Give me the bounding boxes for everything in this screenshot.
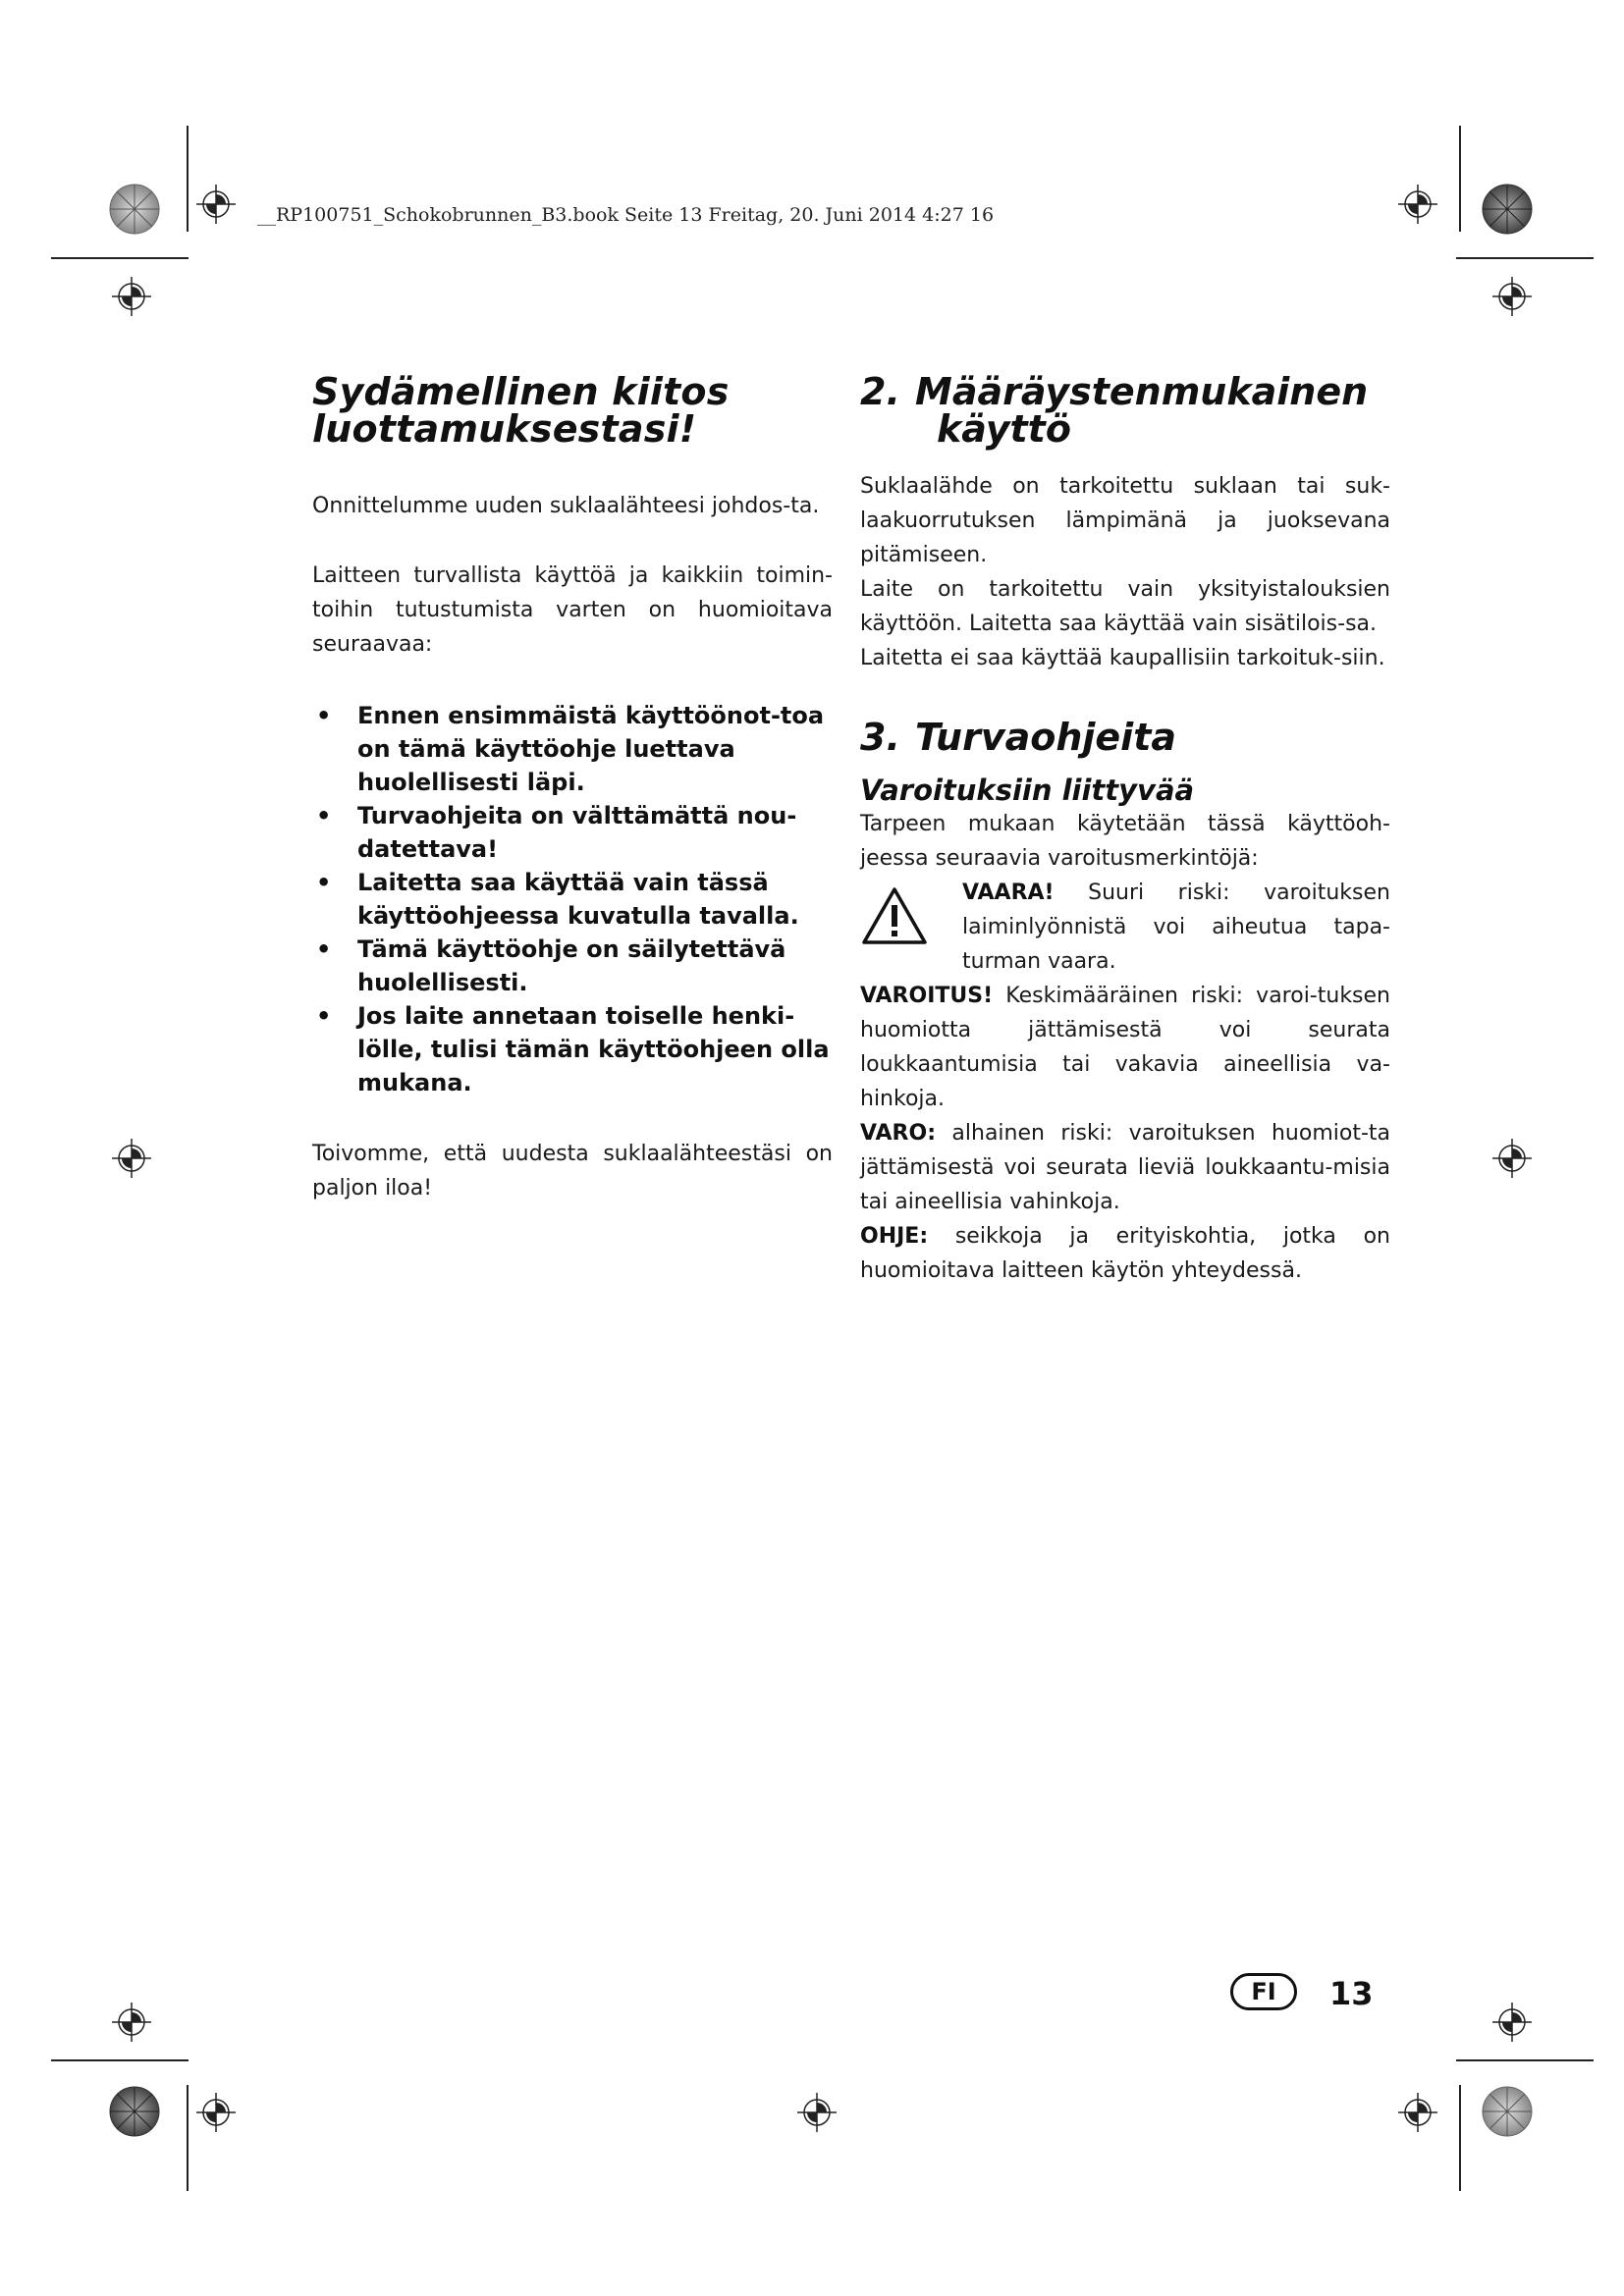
subsection-heading: Varoituksiin liittyvää	[860, 774, 1195, 807]
registration-mark-icon	[797, 2093, 837, 2132]
registration-mark-icon	[112, 2002, 151, 2042]
list-item: • Turvaohjeita on välttämättä nou-datettava!	[312, 799, 833, 866]
registration-mark-icon	[1492, 2002, 1532, 2042]
title-line-2: luottamuksestasi!	[312, 407, 697, 451]
section-number: 3.	[860, 716, 900, 759]
list-item: • Ennen ensimmäistä käyttöönot-toa on tämä käyttöohje luettava huolellisesti läpi.	[312, 699, 833, 799]
caution-label: VARO:	[860, 1121, 936, 1146]
registration-mark-icon	[1398, 2093, 1437, 2132]
section-number: 2.	[860, 370, 900, 413]
intro-paragraph: Onnittelumme uuden suklaalähteesi johdos-ta.	[312, 494, 820, 518]
warning-label: VAROITUS!	[860, 984, 994, 1008]
registration-mark-icon	[1398, 185, 1437, 224]
color-rosette-icon	[1481, 2085, 1534, 2138]
color-rosette-icon	[1481, 183, 1534, 236]
language-badge: FI	[1230, 1973, 1297, 2010]
instruction-list	[312, 699, 833, 1099]
list-item: • Laitetta saa käyttää vain tässä käyttöohjeessa kuvatulla tavalla.	[312, 866, 833, 933]
registration-mark-icon	[112, 1139, 151, 1178]
page-number: 13	[1329, 1975, 1374, 2012]
right-column	[860, 370, 1390, 1288]
color-rosette-icon	[108, 2085, 161, 2138]
closing-paragraph: Toivomme, että uudesta suklaalähteestäsi on paljon iloa!	[312, 1142, 833, 1201]
section-title-line-1: Määräystenmukainen	[915, 370, 1369, 413]
hint-text: seikkoja ja erityiskohtia, jotka on huomioitava laitteen käytön yhteydessä.	[860, 1224, 1390, 1283]
warning-note	[860, 979, 1390, 1116]
registration-mark-icon	[196, 2093, 236, 2132]
section-2-paragraph-1: Suklaalähde on tarkoitettu suklaan tai suk-laakuorrutuksen lämpimänä ja juoksevana pitämiseen.	[860, 474, 1390, 567]
danger-label: VAARA!	[962, 881, 1055, 905]
section-2-heading	[860, 370, 1390, 451]
danger-note	[860, 876, 1390, 979]
danger-text: Suuri riski: varoituksen laiminlyönnistä voi aiheutua tapa-turman vaara.	[962, 881, 1390, 974]
registration-mark-icon	[112, 277, 151, 316]
section-title-line-2: käyttö	[937, 407, 1071, 451]
section-3-heading	[860, 716, 1390, 759]
warning-triangle-icon	[860, 885, 929, 946]
registration-mark-icon	[196, 185, 236, 224]
list-item: • Tämä käyttöohje on säilytettävä huolellisesti.	[312, 933, 833, 999]
page-title	[312, 370, 833, 451]
list-item: • Jos laite annetaan toiselle henki-lölle, tulisi tämän käyttöohjeen olla mukana.	[312, 999, 833, 1099]
caution-note	[860, 1116, 1390, 1219]
section-2-paragraph-2: Laite on tarkoitettu vain yksityistalouksien käyttöön. Laitetta saa käyttää vain sisätilois-sa.	[860, 577, 1390, 636]
warning-text: Keskimääräinen riski: varoi-tuksen huomiotta jättämisestä voi seurata loukkaantumisia tai vakavia aineellisia va-hinkoja.	[860, 984, 1390, 1111]
registration-mark-icon	[1492, 1139, 1532, 1178]
caution-text: alhainen riski: varoituksen huomiot-ta jättämisestä voi seurata lieviä loukkaantu-misia tai aineellisia vahinkoja.	[860, 1121, 1390, 1214]
hint-note	[860, 1219, 1390, 1288]
section-2-paragraph-3: Laitetta ei saa käyttää kaupallisiin tarkoituk-siin.	[860, 646, 1385, 670]
section-title: Turvaohjeita	[915, 716, 1177, 759]
title-line-1: Sydämellinen kiitos	[312, 370, 730, 413]
color-rosette-icon	[108, 183, 161, 236]
registration-mark-icon	[1492, 277, 1532, 316]
hint-label: OHJE:	[860, 1224, 929, 1249]
print-slug: __RP100751_Schokobrunnen_B3.book Seite 13 Freitag, 20. Juni 2014 4:27 16	[257, 204, 995, 226]
warnings-intro: Tarpeen mukaan käytetään tässä käyttöoh-jeessa seuraavia varoitusmerkintöjä:	[860, 812, 1390, 871]
usage-paragraph: Laitteen turvallista käyttöä ja kaikkiin toimin-toihin tutustumista varten on huomioitava seuraavaa:	[312, 563, 833, 657]
left-column	[312, 370, 833, 1205]
